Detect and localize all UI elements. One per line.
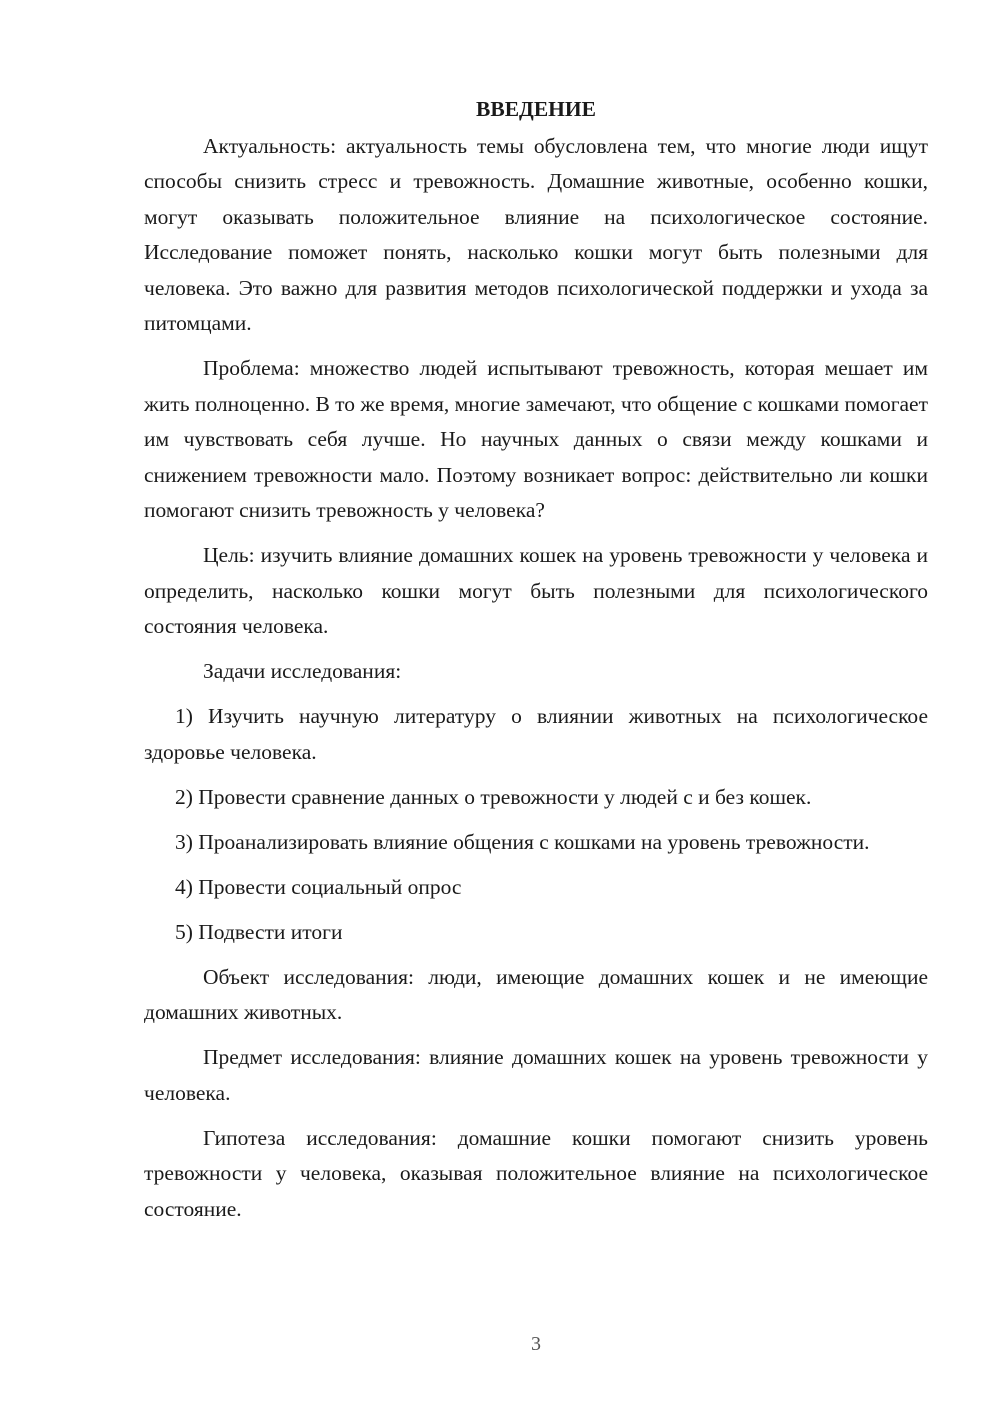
task-item-1: 1) Изучить научную литературу о влиянии животных на психологическое здоровье человека. (144, 704, 928, 764)
section-title: ВВЕДЕНИЕ (476, 97, 596, 121)
document-page (144, 92, 928, 1237)
task-item-4: 4) Провести социальный опрос (175, 874, 462, 899)
paragraph-object: Объект исследования: люди, имеющие домашних кошек и не имеющие домашних животных. (144, 964, 928, 1024)
task-item-5: 5) Подвести итоги (175, 919, 343, 944)
paragraph-relevance: Актуальность: актуальность темы обусловлена тем, что многие люди ищут способы снизить стресс и тревожность. Домашние животные, особенно кошки, могут оказывать положительное влияние на психологическое состояние. Исследование поможет понять, насколько кошки могут быть полезными для человека. Это важно для развития методов психологической поддержки и ухода за питомцами. (144, 133, 928, 335)
paragraph-hypothesis: Гипотеза исследования: домашние кошки помогают снизить уровень тревожности у человека, оказывая положительное влияние на психологическое состояние. (144, 1125, 928, 1221)
task-item-3: 3) Проанализировать влияние общения с кошками на уровень тревожности. (175, 829, 870, 854)
paragraph-goal: Цель: изучить влияние домашних кошек на уровень тревожности у человека и определить, насколько кошки могут быть полезными для психологического состояния человека. (144, 543, 928, 638)
tasks-heading: Задачи исследования: (203, 659, 402, 683)
task-item-2: 2) Провести сравнение данных о тревожности у людей с и без кошек. (175, 784, 812, 809)
page-number: 3 (531, 1333, 541, 1355)
paragraph-problem: Проблема: множество людей испытывают тревожность, которая мешает им жить полноценно. В то же время, многие замечают, что общение с кошками помогает им чувствовать себя лучше. Но научных данных о связи между кошками и снижением тревожности мало. Поэтому возникает вопрос: действительно ли кошки помогают снизить тревожность у человека? (144, 356, 928, 522)
paragraph-subject: Предмет исследования: влияние домашних кошек на уровень тревожности у человека. (144, 1045, 928, 1105)
